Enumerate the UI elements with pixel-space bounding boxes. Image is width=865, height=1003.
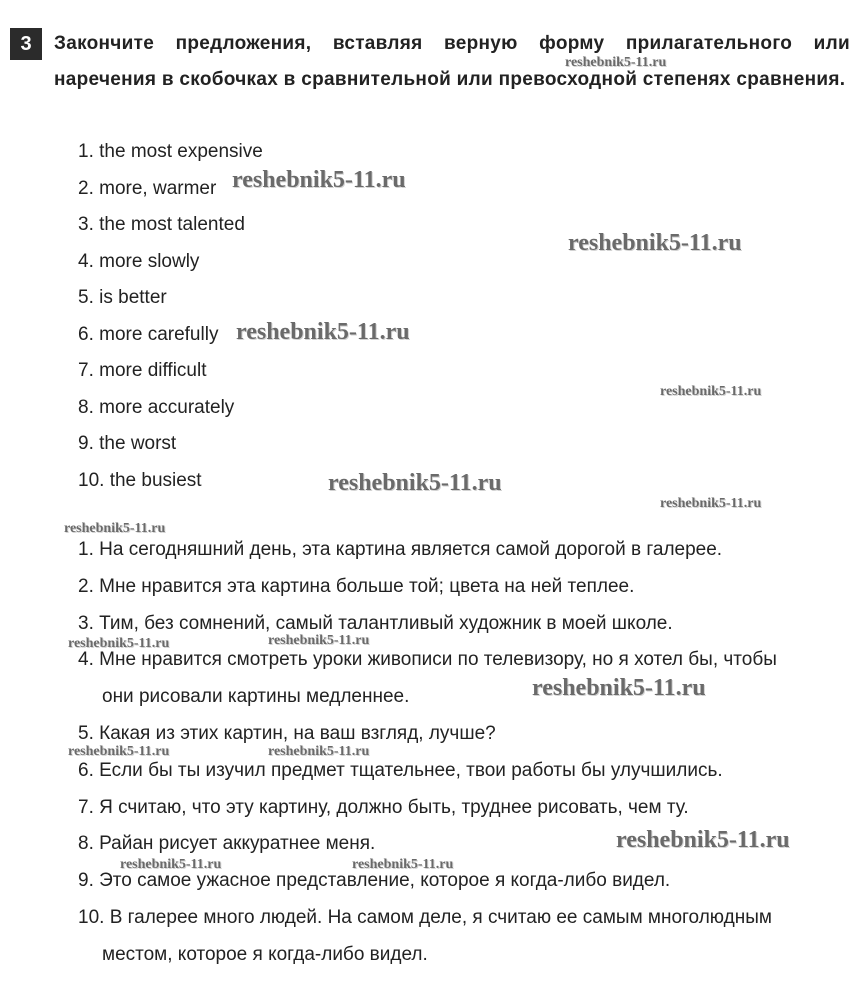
watermark: reshebnik5-11.ru bbox=[616, 827, 790, 853]
answer-item: 9. the worst bbox=[78, 433, 177, 454]
watermark: reshebnik5-11.ru bbox=[568, 230, 742, 256]
watermark: reshebnik5-11.ru bbox=[565, 55, 667, 70]
translation-continuation: они рисовали картины медленнее. bbox=[102, 686, 410, 708]
answer-item: 7. more difficult bbox=[78, 360, 207, 381]
watermark: reshebnik5-11.ru bbox=[64, 521, 166, 536]
task-number-badge: 3 bbox=[10, 28, 42, 60]
translation-text: 10. В галерее много людей. На самом деле, я считаю ее самым многолюдным bbox=[78, 906, 772, 928]
answer-item: 3. the most talented bbox=[78, 214, 245, 235]
watermark: reshebnik5-11.ru bbox=[352, 857, 454, 872]
translation-item bbox=[78, 790, 850, 827]
watermark: reshebnik5-11.ru bbox=[68, 636, 170, 651]
watermark: reshebnik5-11.ru bbox=[328, 470, 502, 496]
answer-item: 6. more carefully bbox=[78, 323, 219, 345]
translation-item bbox=[78, 606, 850, 643]
answer-item: 1. the most expensive bbox=[78, 141, 263, 162]
watermark: reshebnik5-11.ru bbox=[236, 319, 410, 345]
translation-text: 2. Мне нравится эта картина больше той; цвета на ней теплее. bbox=[78, 575, 635, 597]
translation-list bbox=[78, 532, 850, 974]
watermark: reshebnik5-11.ru bbox=[660, 384, 762, 399]
translation-text: 8. Райан рисует аккуратнее меня. bbox=[78, 833, 376, 855]
translation-text: 5. Какая из этих картин, на ваш взгляд, лучше? bbox=[78, 722, 496, 744]
translation-item bbox=[78, 753, 850, 790]
translation-text: 7. Я считаю, что эту картину, должно быть, труднее рисовать, чем ту. bbox=[78, 796, 689, 818]
translation-item bbox=[78, 900, 850, 974]
translation-item bbox=[78, 716, 850, 753]
translation-text: 4. Мне нравится смотреть уроки живописи по телевизору, но я хотел бы, чтобы bbox=[78, 649, 777, 671]
translation-text: 1. На сегодняшний день, эта картина является самой дорогой в галерее. bbox=[78, 539, 723, 560]
watermark: reshebnik5-11.ru bbox=[532, 675, 706, 701]
translation-item bbox=[78, 569, 850, 606]
watermark: reshebnik5-11.ru bbox=[120, 857, 222, 872]
watermark: reshebnik5-11.ru bbox=[268, 744, 370, 759]
translation-item bbox=[78, 642, 850, 716]
translation-text: 6. Если бы ты изучил предмет тщательнее, твои работы бы улучшились. bbox=[78, 759, 723, 781]
translation-text: 3. Тим, без сомнений, самый талантливый художник в моей школе. bbox=[78, 612, 673, 634]
answer-item: 10. the busiest bbox=[78, 469, 202, 491]
answer-item: 4. more slowly bbox=[78, 250, 200, 272]
watermark: reshebnik5-11.ru bbox=[68, 744, 170, 759]
answer-item: 8. more accurately bbox=[78, 396, 235, 418]
answer-item: 2. more, warmer bbox=[78, 177, 217, 199]
task-instructions: Закончите предложения, вставляя верную форму прилагательного или наречения в скобочках в сравнительной или превосходной степенях сравнения. bbox=[54, 33, 850, 90]
answer-item: 5. is better bbox=[78, 287, 167, 308]
translation-text: 9. Это самое ужасное представление, которое я когда-либо видел. bbox=[78, 870, 671, 892]
watermark: reshebnik5-11.ru bbox=[660, 496, 762, 511]
watermark: reshebnik5-11.ru bbox=[268, 633, 370, 648]
watermark: reshebnik5-11.ru bbox=[232, 167, 406, 193]
translation-item bbox=[78, 532, 850, 569]
translation-continuation: местом, которое я когда-либо видел. bbox=[102, 943, 428, 965]
